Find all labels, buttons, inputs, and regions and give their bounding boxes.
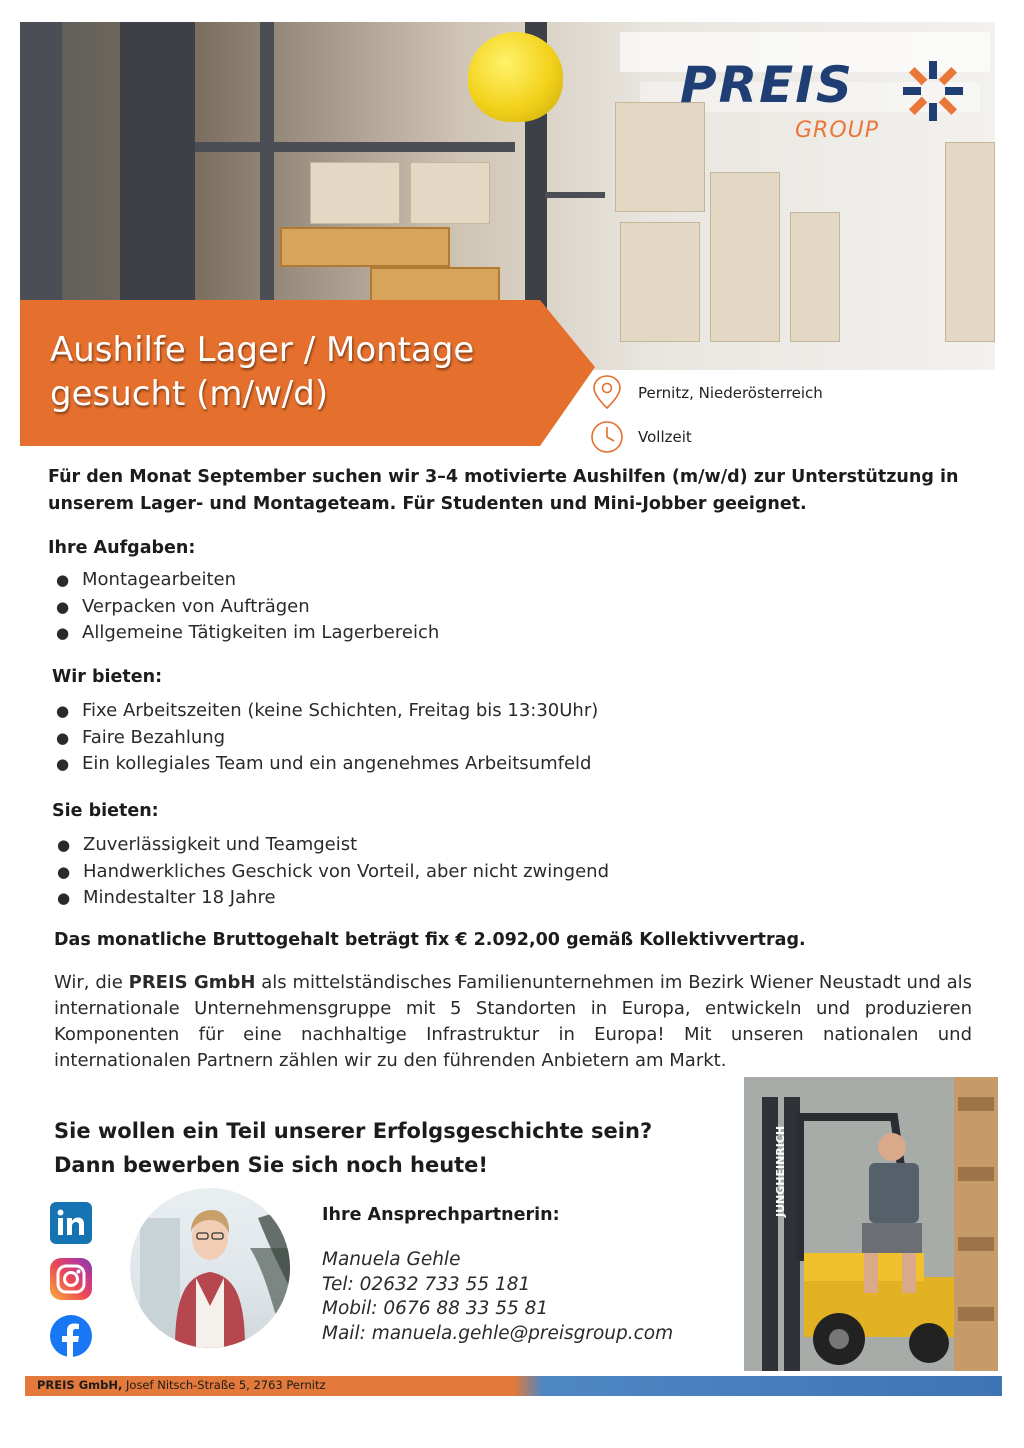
logo-subtitle: GROUP: [795, 118, 880, 143]
list-item: ● Ein kollegiales Team und ein angenehmes Arbeitsumfeld: [56, 751, 598, 778]
instagram-icon[interactable]: [50, 1258, 92, 1300]
contact-name: Manuela Gehle: [322, 1249, 461, 1270]
requirements-heading: Sie bieten:: [52, 801, 159, 821]
offer-heading: Wir bieten:: [52, 667, 163, 687]
contact-person-photo: [130, 1188, 290, 1348]
hard-hat-icon: [468, 32, 563, 122]
bullet-icon: ●: [56, 755, 70, 773]
contact-details: [322, 1248, 673, 1346]
requirements-list: [57, 832, 609, 912]
tasks-heading: Ihre Aufgaben:: [48, 538, 196, 558]
bullet-icon: ●: [57, 862, 71, 881]
bullet-icon: ●: [57, 889, 71, 907]
list-item: ● Verpacken von Aufträgen: [56, 594, 439, 621]
bullet-icon: ●: [56, 571, 70, 589]
intro-text: Für den Monat September suchen wir 3–4 motivierte Aushilfen (m/w/d) zur Unterstützung in unserem Lager- und Montageteam. Für Studenten und Mini-Jobber geeignet.: [48, 467, 959, 514]
list-item: ● Faire Bezahlung: [56, 725, 598, 752]
job-title-line2: gesucht (m/w/d): [50, 374, 329, 414]
contact-email[interactable]: Mail: manuela.gehle@preisgroup.com: [322, 1322, 674, 1344]
preis-group-logo: [680, 56, 980, 156]
list-item: ● Handwerkliches Geschick von Vorteil, aber nicht zwingend: [57, 859, 609, 886]
job-title: [50, 328, 570, 416]
list-item: ● Montagearbeiten: [56, 567, 439, 594]
linkedin-icon[interactable]: [50, 1202, 92, 1244]
list-item: ● Fixe Arbeitszeiten (keine Schichten, Freitag bis 13:30Uhr): [56, 698, 598, 725]
list-item: ● Allgemeine Tätigkeiten im Lagerbereich: [56, 620, 439, 647]
footer-company: PREIS GmbH,: [37, 1378, 123, 1392]
employment-row: [590, 418, 692, 456]
employment-text: Vollzeit: [638, 428, 692, 446]
offer-list: [56, 698, 598, 778]
call-to-action: [54, 1114, 694, 1182]
forklift-photo: [744, 1077, 998, 1371]
company-name: PREIS GmbH: [128, 972, 256, 993]
contact-mobile[interactable]: Mobil: 0676 88 33 55 81: [322, 1298, 549, 1319]
cta-line2: Dann bewerben Sie sich noch heute!: [54, 1153, 488, 1177]
bullet-icon: ●: [56, 702, 70, 720]
forklift-brand-label: JUNGHEINRICH: [774, 1125, 787, 1217]
bullet-icon: ●: [57, 836, 71, 854]
asterisk-logo-icon: [900, 58, 966, 124]
contact-heading: Ihre Ansprechpartnerin:: [322, 1205, 560, 1225]
job-title-line1: Aushilfe Lager / Montage: [50, 330, 475, 370]
bullet-icon: ●: [56, 728, 70, 747]
tasks-list: [56, 567, 439, 647]
location-pin-icon: [590, 374, 624, 412]
logo-wordmark: PREIS: [680, 56, 854, 114]
cta-line1: Sie wollen ein Teil unserer Erfolgsgeschichte sein?: [54, 1119, 653, 1143]
bullet-icon: ●: [56, 624, 70, 642]
bullet-icon: ●: [56, 597, 70, 616]
facebook-icon[interactable]: [50, 1315, 92, 1357]
company-description: Wir, die PREIS GmbH als mittelständisches Familienunternehmen im Bezirk Wiener Neustadt und als internationale Unternehmensgruppe mit 5 Standorten in Europa, entwickeln und produzieren Komponenten für eine nachhaltige Infrastruktur in Europa! Mit unseren nationalen und internationalen Partnern zählen wir zu den führenden Anbietern am Markt.: [54, 972, 972, 1071]
salary-text: Das monatliche Bruttogehalt beträgt fix € 2.092,00 gemäß Kollektivvertrag.: [54, 930, 806, 950]
contact-phone[interactable]: Tel: 02632 733 55 181: [322, 1273, 531, 1295]
location-text: Pernitz, Niederösterreich: [638, 384, 823, 402]
clock-icon: [590, 418, 624, 456]
list-item: ● Mindestalter 18 Jahre: [57, 885, 609, 912]
list-item: ● Zuverlässigkeit und Teamgeist: [57, 832, 609, 859]
footer-address: PREIS GmbH, Josef Nitsch-Straße 5, 2763 Pernitz: [37, 1378, 326, 1392]
location-row: [590, 374, 823, 412]
